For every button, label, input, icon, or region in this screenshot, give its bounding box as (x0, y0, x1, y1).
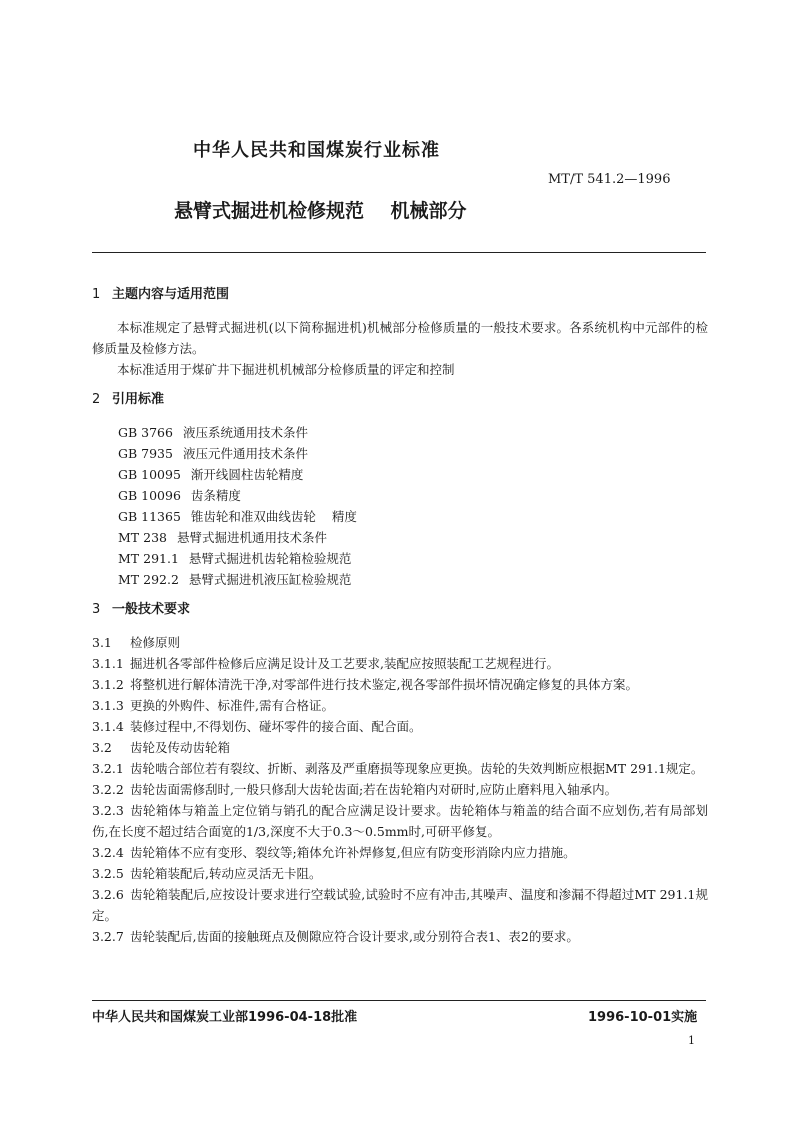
reference-item (118, 506, 708, 527)
reference-list (92, 422, 708, 590)
clause-text: 齿轮啮合部位若有裂纹、折断、剥落及严重磨损等现象应更换。齿轮的失效判断应根据MT 291.1规定。 (130, 761, 704, 776)
reference-code: MT 292.2 (118, 572, 179, 587)
section-number: 3 (92, 602, 101, 617)
clause (92, 842, 708, 863)
clause-text: 齿轮箱装配后,应按设计要求进行空载试验,试验时不应有冲击,其噪声、温度和渗漏不得超过MT 291.1规定。 (92, 887, 708, 923)
clause-number: 3.1.3 (92, 698, 124, 713)
reference-item (118, 569, 708, 590)
clause (92, 800, 708, 842)
reference-code: MT 291.1 (118, 551, 179, 566)
clause-text: 更换的外购件、标准件,需有合格证。 (130, 698, 334, 713)
section-number: 1 (92, 287, 101, 302)
clause (92, 737, 708, 758)
reference-name: 悬臂式掘进机齿轮箱检验规范 (188, 551, 352, 566)
implementation-date: 1996-10-01实施 (588, 1010, 698, 1025)
reference-item (118, 527, 708, 548)
reference-name: 悬臂式掘进机通用技术条件 (176, 530, 327, 545)
section-title: 一般技术要求 (112, 602, 191, 617)
clause-number: 3.1 (92, 635, 112, 650)
section-1-paragraph-2: 本标准适用于煤矿井下掘进机机械部分检修质量的评定和控制 (117, 362, 455, 377)
standard-code: MT/T 541.2—1996 (548, 172, 671, 187)
section-3-heading (92, 600, 708, 620)
reference-item (118, 443, 708, 464)
section-2-heading (92, 390, 708, 410)
clause-text: 掘进机各零部件检修后应满足设计及工艺要求,装配应按照装配工艺规程进行。 (130, 656, 559, 671)
clause-number: 3.2.2 (92, 782, 124, 797)
clause (92, 884, 708, 926)
section-title: 主题内容与适用范围 (112, 287, 230, 302)
reference-code: GB 10096 (118, 488, 181, 503)
clause (92, 758, 708, 779)
clause-text: 齿轮装配后,齿面的接触斑点及侧隙应符合设计要求,或分别符合表1、表2的要求。 (130, 929, 579, 944)
footer-divider (92, 1000, 706, 1001)
reference-code: MT 238 (118, 530, 167, 545)
section-1-heading (92, 285, 708, 305)
clause-text: 齿轮箱体不应有变形、裂纹等;箱体允许补焊修复,但应有防变形消除内应力措施。 (130, 845, 576, 860)
reference-item (118, 548, 708, 569)
clause-number: 3.1.4 (92, 719, 124, 734)
reference-name: 锥齿轮和准双曲线齿轮 精度 (190, 509, 357, 524)
reference-code: GB 11365 (118, 509, 181, 524)
clause-number: 3.2 (92, 740, 112, 755)
document-title: 悬臂式掘进机检修规范 机械部分 (174, 200, 467, 222)
clause-number: 3.2.1 (92, 761, 124, 776)
reference-code: GB 3766 (118, 425, 173, 440)
document-body (92, 285, 708, 947)
clause (92, 674, 708, 695)
reference-item (118, 464, 708, 485)
reference-name: 渐开线圆柱齿轮精度 (190, 467, 304, 482)
clause-number: 3.2.5 (92, 866, 124, 881)
clause-text: 将整机进行解体清洗干净,对零部件进行技术鉴定,视各零部件损坏情况确定修复的具体方案。 (130, 677, 638, 692)
organization-title: 中华人民共和国煤炭行业标准 (193, 140, 440, 161)
clause (92, 632, 708, 653)
reference-name: 齿条精度 (190, 488, 241, 503)
header-divider (92, 252, 706, 253)
reference-name: 悬臂式掘进机液压缸检验规范 (188, 572, 352, 587)
clause-text: 齿轮及传动齿轮箱 (130, 740, 231, 755)
clause (92, 779, 708, 800)
clause (92, 695, 708, 716)
clause-text: 齿轮齿面需修刮时,一般只修刮大齿轮齿面;若在齿轮箱内对研时,应防止磨料甩入轴承内。 (130, 782, 618, 797)
reference-item (118, 422, 708, 443)
clause-number: 3.2.3 (92, 803, 124, 818)
clause (92, 653, 708, 674)
clause-number: 3.2.4 (92, 845, 124, 860)
reference-code: GB 7935 (118, 446, 173, 461)
page-number: 1 (688, 1034, 695, 1047)
section-title: 引用标准 (112, 392, 165, 407)
clause-text: 齿轮箱装配后,转动应灵活无卡阻。 (130, 866, 322, 881)
approval-line: 中华人民共和国煤炭工业部1996-04-18批准 (92, 1010, 358, 1025)
reference-name: 液压系统通用技术条件 (182, 425, 308, 440)
clause-text: 齿轮箱体与箱盖上定位销与销孔的配合应满足设计要求。齿轮箱体与箱盖的结合面不应划伤,若有局部划伤,在长度不超过结合面宽的1/3,深度不大于0.3～0.5mm时,可研平修复。 (92, 803, 708, 839)
section-1-paragraph-1: 本标准规定了悬臂式掘进机(以下简称掘进机)机械部分检修质量的一般技术要求。各系统机构中元部件的检修质量及检修方法。 (92, 320, 708, 356)
clause-text: 检修原则 (130, 635, 181, 650)
clause (92, 863, 708, 884)
clause-text: 装修过程中,不得划伤、碰坏零件的接合面、配合面。 (130, 719, 422, 734)
clause (92, 716, 708, 737)
clause-number: 3.2.7 (92, 929, 124, 944)
clause-number: 3.1.2 (92, 677, 124, 692)
reference-code: GB 10095 (118, 467, 181, 482)
reference-name: 液压元件通用技术条件 (182, 446, 308, 461)
clause-number: 3.2.6 (92, 887, 124, 902)
reference-item (118, 485, 708, 506)
clause-number: 3.1.1 (92, 656, 124, 671)
clause (92, 926, 708, 947)
section-number: 2 (92, 392, 101, 407)
